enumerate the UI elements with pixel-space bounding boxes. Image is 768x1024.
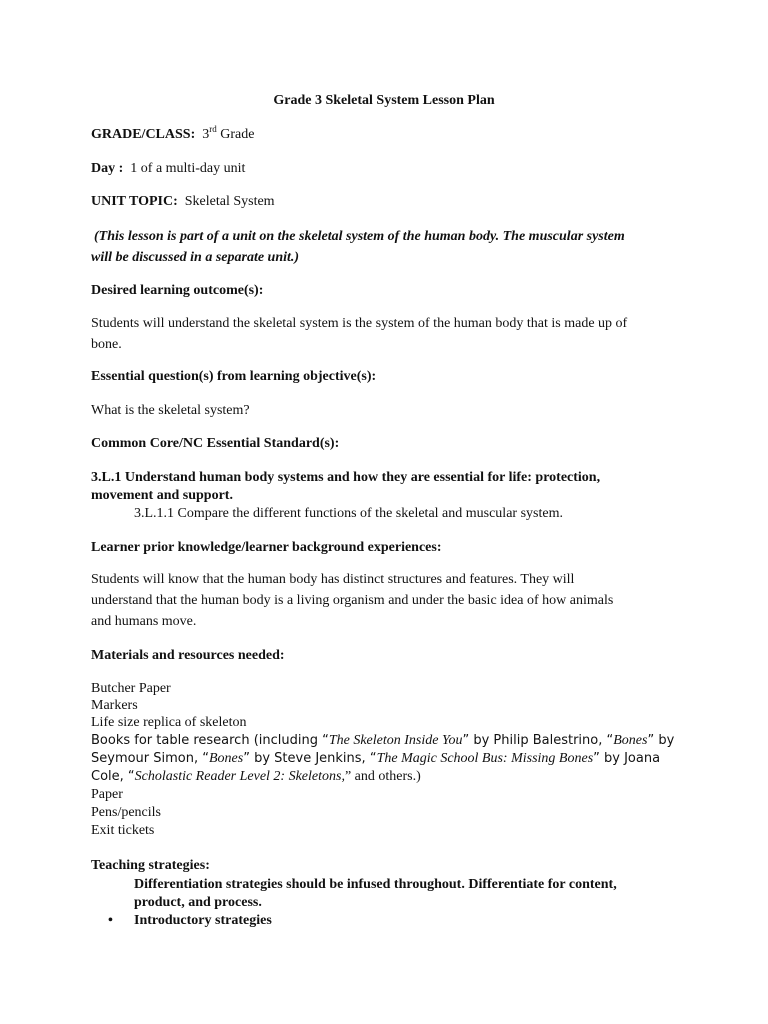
books-text: Seymour Simon, “: [91, 751, 209, 766]
outcome-text-line-2: bone.: [91, 337, 122, 352]
unit-line: [91, 193, 275, 211]
unit-value: Skeletal System: [184, 194, 275, 209]
standard-sub: 3.L.1.1 Compare the different functions of the skeletal and muscular system.: [134, 506, 563, 521]
books-text: ” and others.): [344, 769, 421, 784]
grade-number: 3: [202, 127, 210, 142]
books-text: ” by Joana: [593, 751, 661, 766]
material-item: Pens/pencils: [91, 805, 161, 820]
grade-word: Grade: [220, 127, 255, 142]
prior-text-line-1: Students will know that the human body has distinct structures and features. They will: [91, 572, 575, 587]
day-value: 1 of a multi-day unit: [130, 161, 246, 176]
unit-label: UNIT TOPIC:: [91, 194, 178, 209]
materials-heading: Materials and resources needed:: [91, 648, 285, 663]
books-text: Cole, “: [91, 769, 135, 784]
material-item: Paper: [91, 787, 123, 802]
teaching-heading: Teaching strategies:: [91, 858, 210, 873]
standard-line-2: movement and support.: [91, 488, 233, 503]
question-heading: Essential question(s) from learning objective(s):: [91, 369, 377, 384]
standard-heading: Common Core/NC Essential Standard(s):: [91, 436, 340, 451]
book-title: The Magic School Bus: Missing Bones: [376, 751, 594, 766]
bullet-icon: •: [108, 913, 113, 928]
differentiation-line-1: Differentiation strategies should be infused throughout. Differentiate for content,: [134, 877, 617, 892]
material-item: Butcher Paper: [91, 681, 171, 696]
unit-note-line-1: (This lesson is part of a unit on the skeletal system of the human body. The muscular system: [94, 229, 625, 244]
book-title: The Skeleton Inside You: [328, 733, 463, 748]
grade-line: [91, 126, 254, 144]
books-line-1: [91, 732, 674, 750]
book-title: Bones: [613, 733, 648, 748]
standard-line-1: 3.L.1 Understand human body systems and how they are essential for life: protection,: [91, 470, 601, 485]
books-text: ” by Steve Jenkins, “: [243, 751, 377, 766]
prior-heading: Learner prior knowledge/learner background experiences:: [91, 540, 442, 555]
outcome-heading: Desired learning outcome(s):: [91, 283, 264, 298]
grade-label: GRADE/CLASS:: [91, 127, 196, 142]
material-item: Exit tickets: [91, 823, 155, 838]
unit-note-line-2: will be discussed in a separate unit.): [91, 250, 300, 265]
prior-text-line-3: and humans move.: [91, 614, 197, 629]
book-title: Bones: [209, 751, 244, 766]
introductory-strategies: Introductory strategies: [134, 913, 272, 928]
document-title: Grade 3 Skeletal System Lesson Plan: [273, 93, 495, 108]
books-text: ” by: [647, 733, 675, 748]
books-text: ” by Philip Balestrino, “: [462, 733, 614, 748]
day-line: [91, 160, 245, 178]
day-label: Day :: [91, 161, 124, 176]
grade-suffix: rd: [209, 124, 217, 134]
prior-text-line-2: understand that the human body is a living organism and under the basic idea of how animals: [91, 593, 614, 608]
book-title: Scholastic Reader Level 2: Skeletons,: [134, 769, 345, 784]
outcome-text-line-1: Students will understand the skeletal system is the system of the human body that is made up of: [91, 316, 628, 331]
question-text: What is the skeletal system?: [91, 403, 250, 418]
books-line-2: [91, 750, 660, 768]
books-line-3: [91, 768, 421, 786]
material-item: Markers: [91, 698, 138, 713]
material-item: Life size replica of skeleton: [91, 715, 247, 730]
differentiation-line-2: product, and process.: [134, 895, 262, 910]
books-text: Books for table research (including “: [91, 733, 329, 748]
